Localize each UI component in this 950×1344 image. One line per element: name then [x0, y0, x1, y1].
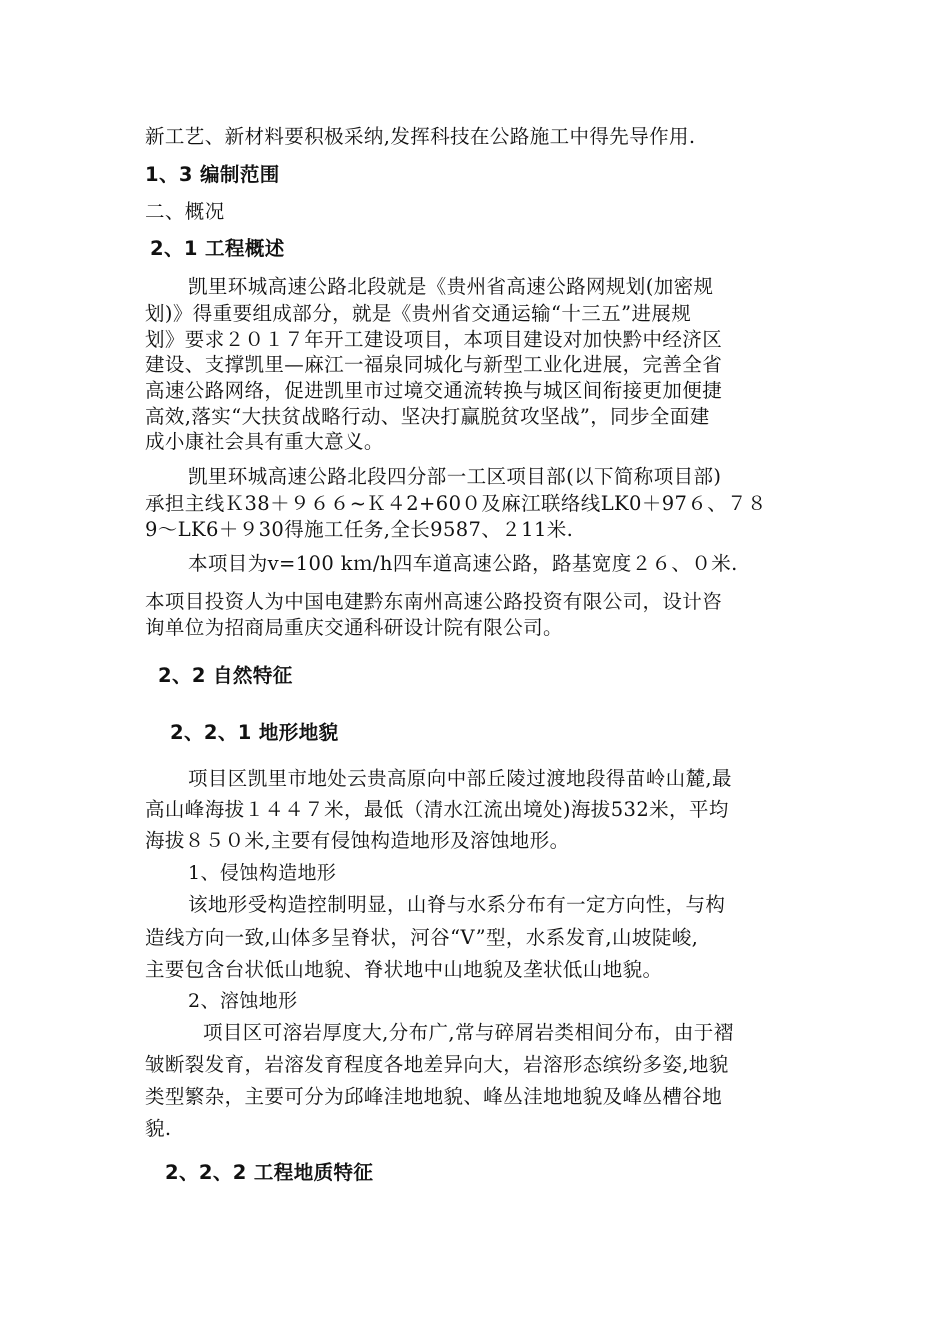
- body-text-line: 划)》得重要组成部分，就是《贵州省交通运输“十三五”进展规: [145, 302, 692, 325]
- body-text-line: 建设、支撑凯里—麻江一福泉同城化与新型工业化进展，完善全省: [145, 353, 723, 376]
- body-text-line: 本项目投资人为中国电建黔东南州高速公路投资有限公司，设计咨: [145, 590, 723, 613]
- body-text-line: 项目区凯里市地处云贵高原向中部丘陵过渡地段得苗岭山麓,最: [188, 767, 732, 790]
- body-text-line: 高效,落实“大扶贫战略行动、坚决打赢脱贫攻坚战”，同步全面建: [145, 405, 710, 428]
- body-text-line: 高山峰海拔１４４７米，最低（清水江流出境处)海拔532米，平均: [145, 798, 729, 821]
- body-text-line: 主要包含台状低山地貌、脊状地中山地貌及垄状低山地貌。: [145, 958, 663, 981]
- body-text-line: 凯里环城高速公路北段四分部一工区项目部(以下简称项目部): [188, 465, 722, 488]
- body-text-line: 划》要求２０１７年开工建设项目，本项目建设对加快黔中经济区: [145, 328, 723, 351]
- section-heading-2-2: 2、2 自然特征: [158, 664, 293, 687]
- body-text-line: 类型繁杂，主要可分为邱峰洼地地貌、峰丛洼地地貌及峰丛槽谷地: [145, 1085, 723, 1108]
- body-text-line: 高速公路网络，促进凯里市过境交通流转换与城区间衔接更加便捷: [145, 379, 723, 402]
- body-text-line: 本项目为v=100 kｍ/h四车道高速公路，路基宽度２６、０米.: [188, 552, 738, 575]
- body-text-line: 项目区可溶岩厚度大,分布广,常与碎屑岩类相间分布，由于褶: [203, 1021, 734, 1044]
- subsection-heading-2-2-2: 2、2、2 工程地质特征: [165, 1161, 374, 1184]
- list-item-heading: 2、溶蚀地形: [188, 990, 298, 1012]
- chapter-heading-2: 二、概况: [145, 200, 225, 223]
- body-text-line: 成小康社会具有重大意义。: [145, 430, 384, 453]
- body-text-line: 海拔８５０米,主要有侵蚀构造地形及溶蚀地形。: [145, 829, 570, 852]
- list-item-heading: 1、侵蚀构造地形: [188, 862, 337, 884]
- body-text-line: 承担主线Ｋ38＋９６６~Ｋ４2+60０及麻江联络线LK0＋97６、７８: [145, 492, 767, 515]
- subsection-heading-2-2-1: 2、2、1 地形地貌: [170, 721, 339, 744]
- body-text-line: 皱断裂发育，岩溶发育程度各地差异向大，岩溶形态缤纷多姿,地貌: [145, 1053, 729, 1076]
- body-text-line: 貌.: [145, 1117, 172, 1140]
- body-text-line: 该地形受构造控制明显，山脊与水系分布有一定方向性，与构: [188, 893, 726, 916]
- section-heading-1-3: 1、3 编制范围: [145, 163, 280, 186]
- body-text-line: 9～LK6＋９30得施工任务,全长9587、２11米.: [145, 518, 574, 541]
- body-text-line: 造线方向一致,山体多呈脊状，河谷“V”型，水系发育,山坡陡峻,: [145, 926, 699, 949]
- body-text-line: 新工艺、新材料要积极采纳,发挥科技在公路施工中得先导作用.: [145, 125, 696, 148]
- body-text-line: 询单位为招商局重庆交通科研设计院有限公司。: [145, 616, 563, 639]
- section-heading-2-1: 2、1 工程概述: [150, 237, 285, 260]
- body-text-line: 凯里环城高速公路北段就是《贵州省高速公路网规划(加密规: [188, 275, 714, 298]
